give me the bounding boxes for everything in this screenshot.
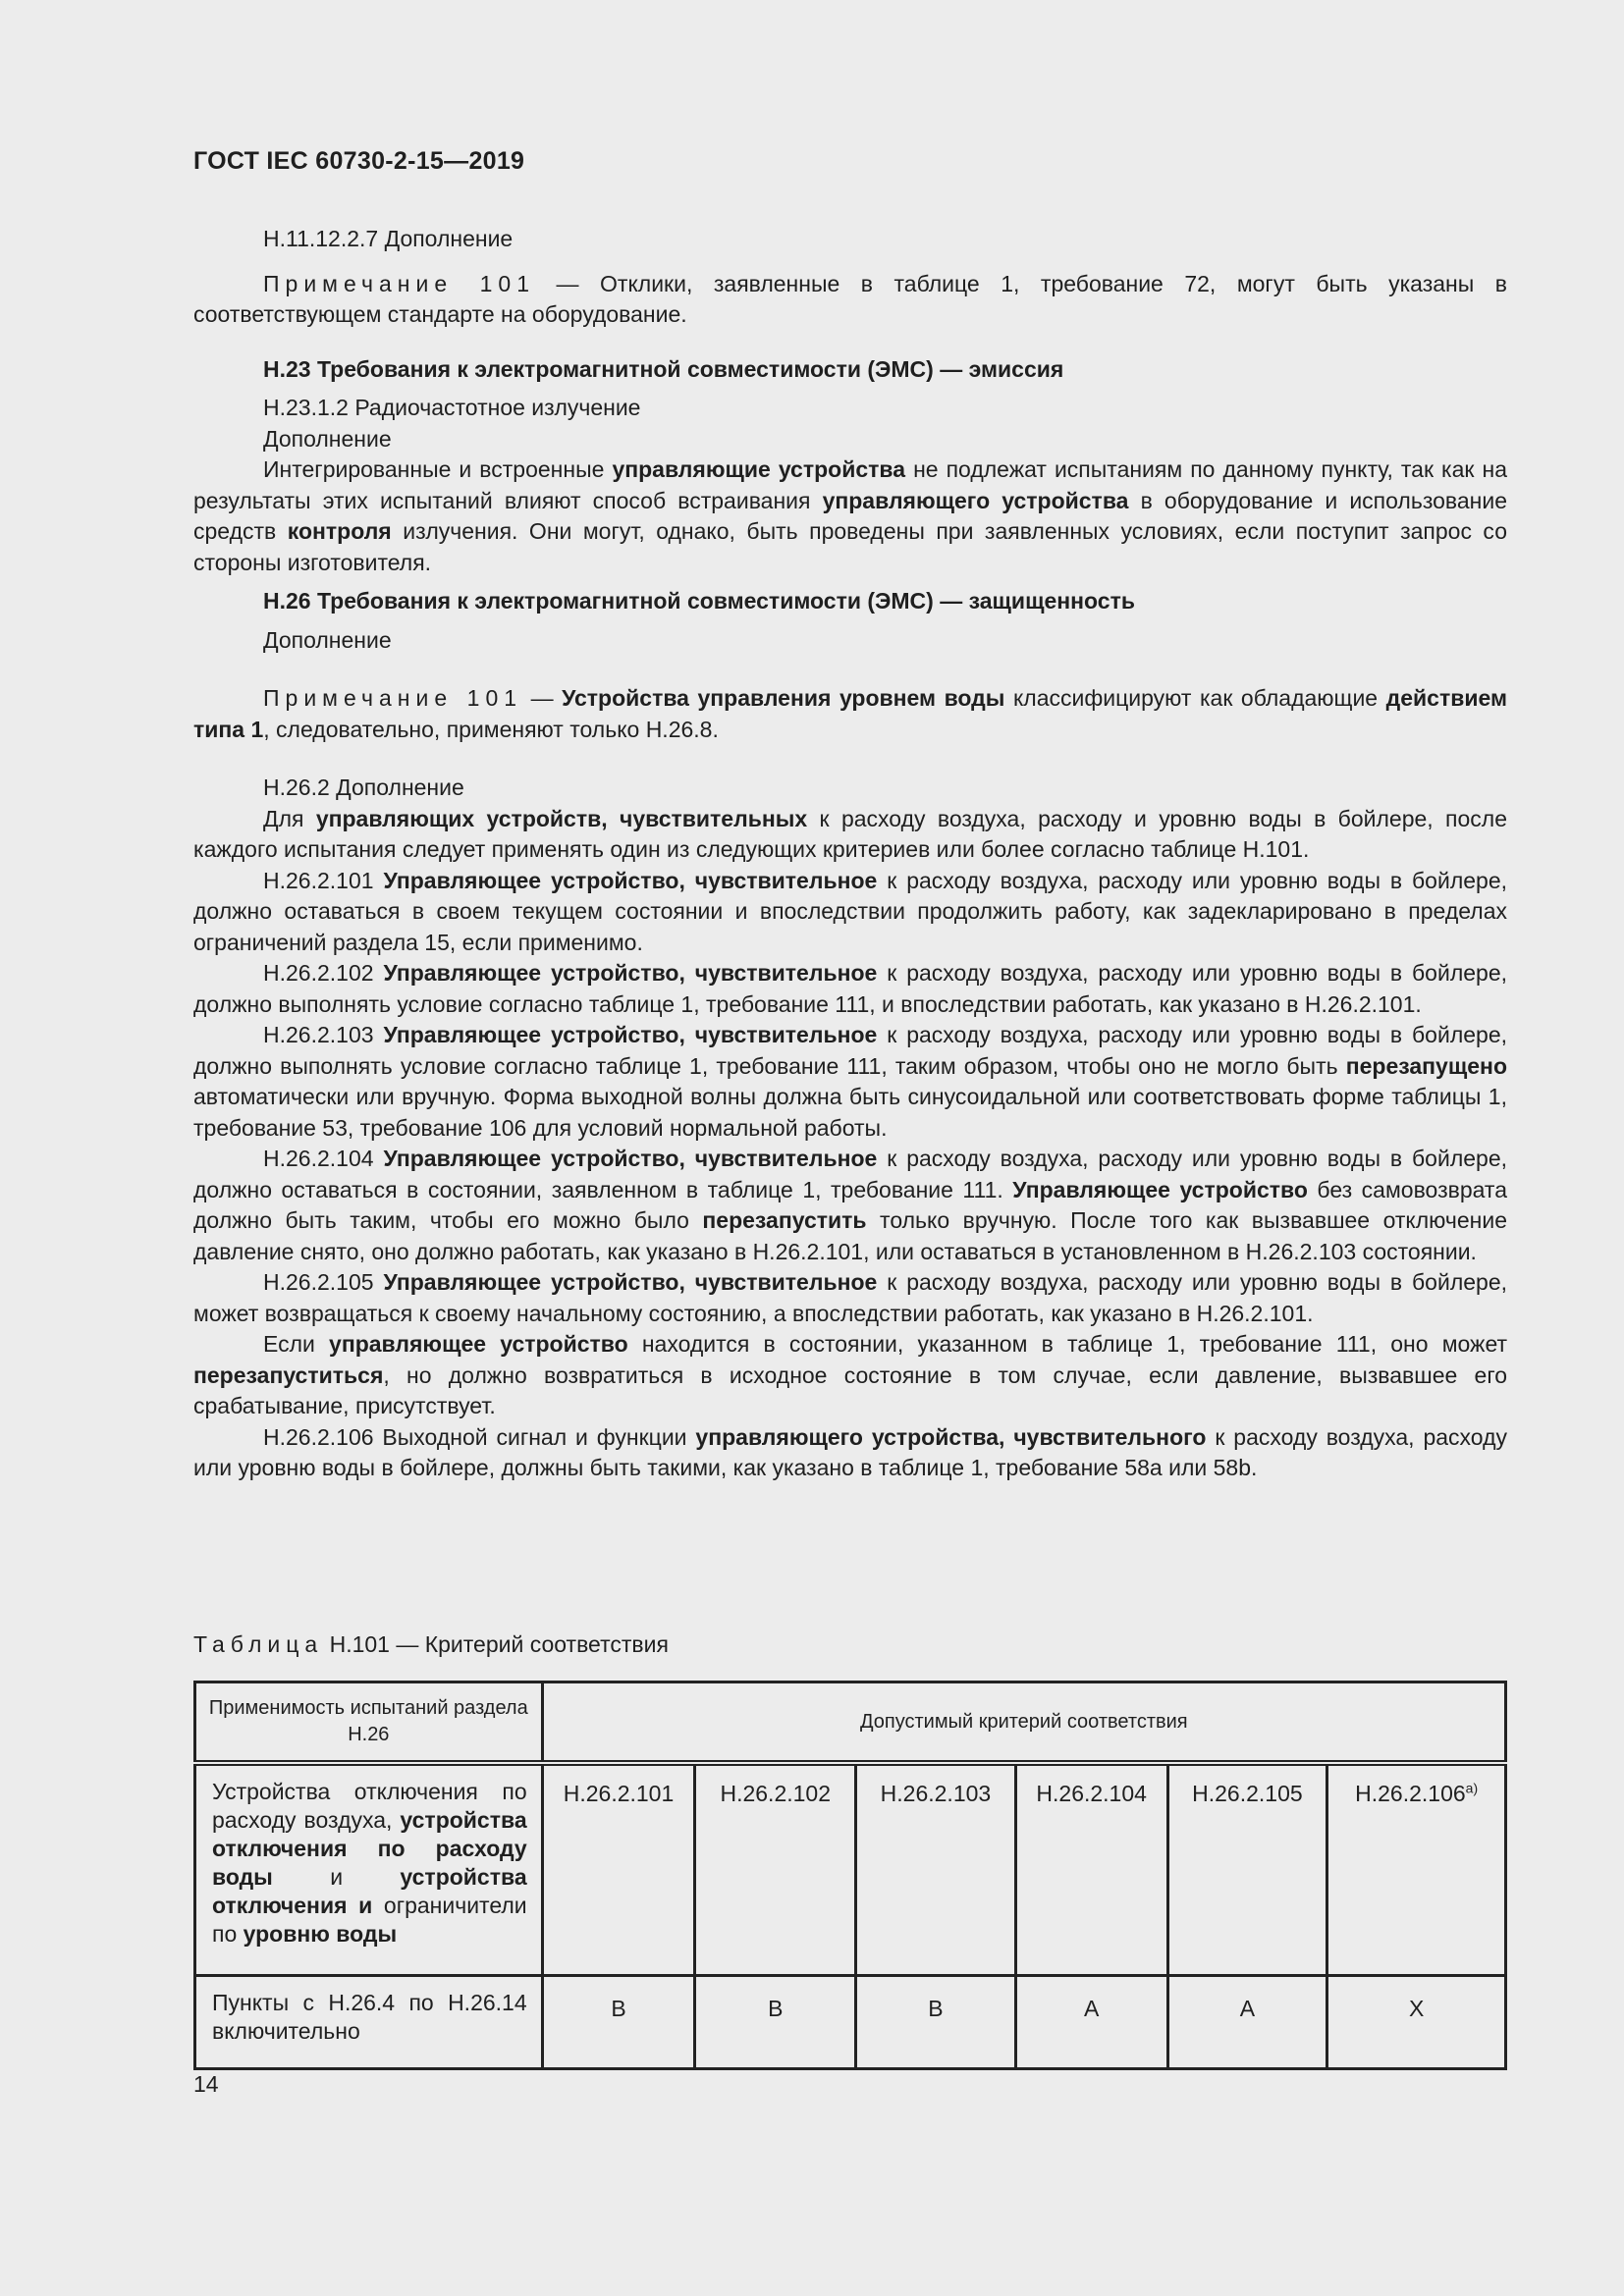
section-h23-addition: Дополнение (263, 425, 392, 452)
table-cell: B (856, 1976, 1016, 2069)
note-label: Примечание 101 (263, 270, 536, 296)
table-caption: Таблица H.101 — Критерий соответствия (193, 1631, 669, 1657)
table-cell: $H.26.2.106^{а)}$ (1327, 1763, 1506, 1976)
section-h11-12-2-7: H.11.12.2.7 Дополнение (263, 226, 514, 251)
document-header: ГОСТ IEC 60730-2-15—2019 (193, 147, 525, 175)
criteria-table (193, 1681, 1507, 2070)
table-cell: B (695, 1976, 856, 2069)
table-cell: B (542, 1976, 695, 2069)
table-cell: H.26.2.105 (1167, 1763, 1327, 1976)
table-header-criteria: Допустимый критерий соответствия (542, 1682, 1505, 1764)
table-cell: A (1167, 1976, 1327, 2069)
paragraph-h26-2-101: H.26.2.101 Управляющее устройство, чувствительное к расходу воздуха, расходу или уровню воды в бойлере, должно оставаться в своем текущем состоянии и впоследствии продолжить работу, как задекларировано в пределах ограничений раздела 15, если применимо. (193, 867, 1507, 955)
paragraph-h26-2-102: H.26.2.102 Управляющее устройство, чувствительное к расходу воздуха, расходу или уровню воды в бойлере, должно выполнять условие согласно таблице 1, требование 111, и впоследствии работать, как указано в H.26.2.101. (193, 960, 1507, 1017)
table-row (195, 1763, 1506, 1976)
note-101-h11: Примечание 101 — Отклики, заявленные в таблице 1, требование 72, могут быть указаны в соответствующем стандарте на оборудование. (193, 270, 1507, 327)
section-h23-title: H.23 Требования к электромагнитной совместимости (ЭМС) — эмиссия (263, 355, 1064, 382)
table-cell: H.26.2.103 (856, 1763, 1016, 1976)
paragraph-h26-2-103: H.26.2.103 Управляющее устройство, чувствительное к расходу воздуха, расходу или уровню воды в бойлере, должно выполнять условие согласно таблице 1, требование 111, таким образом, чтобы оно не могло быть перезапущено автоматически или вручную. Форма выходной волны должна быть синусоидальной или соответствовать форме таблицы 1, требование 53, требование 106 для условий нормальной работы. (193, 1022, 1507, 1141)
table-cell: H.26.2.104 (1015, 1763, 1167, 1976)
document-body (193, 224, 1507, 1484)
paragraph-h26-2-104: H.26.2.104 Управляющее устройство, чувствительное к расходу воздуха, расходу или уровню воды в бойлере, должно оставаться в состоянии, заявленном в таблице 1, требование 111. Управляющее устройство без самовозврата должно быть таким, чтобы его можно было перезапустить только вручную. После того как вызвавшее отключение давление снято, оно должно работать, как указано в H.26.2.101, или оставаться в установленном в H.26.2.103 состоянии. (193, 1146, 1508, 1264)
section-h26-2: H.26.2 Дополнение (263, 774, 464, 800)
table-row (195, 1976, 1506, 2069)
table-row-head-devices: Устройства отключения по расходу воздуха, устройства отключения по расходу воды и устройства отключения и ограничители по уровню воды (195, 1763, 543, 1976)
note-label: Примечание 101 (263, 685, 523, 711)
table-cell: X (1327, 1976, 1506, 2069)
section-h26-title: H.26 Требования к электромагнитной совместимости (ЭМС) — защищенность (263, 588, 1135, 614)
paragraph-h26-2-106: H.26.2.106 Выходной сигнал и функции управляющего устройства, чувствительного к расходу воздуха, расходу или уровню воды в бойлере, должны быть такими, как указано в таблице 1, требование 58а или 58b. (193, 1423, 1507, 1480)
section-h23-1-2: H.23.1.2 Радиочастотное излучение (263, 395, 641, 420)
paragraph-integrated: Интегрированные и встроенные управляющие устройства не подлежат испытаниям по данному пункту, так как на результаты этих испытаний влияют способ встраивания управляющего устройства в оборудование и использование средств контроля излучения. Они могут, однако, быть проведены при заявленных условиях, если поступит запрос со стороны изготовителя. (193, 456, 1507, 575)
table-cell: A (1015, 1976, 1167, 2069)
paragraph-for-devices: Для управляющих устройств, чувствительных к расходу воздуха, расходу и уровню воды в бойлере, после каждого испытания следует применять один из следующих критериев или более согласно таблице H.101. (193, 805, 1507, 862)
table-row-head-items: Пункты с H.26.4 по H.26.14 включительно (195, 1976, 543, 2069)
paragraph-if-device: Если управляющее устройство находится в состоянии, указанном в таблице 1, требование 111, оно может перезапуститься, но должно возвратиться в исходное состояние в том случае, если давление, вызвавшее его срабатывание, присутствует. (193, 1331, 1508, 1418)
section-h26-addition: Дополнение (263, 626, 392, 653)
table-cell: H.26.2.102 (695, 1763, 856, 1976)
table-cell: H.26.2.101 (542, 1763, 695, 1976)
page-number: 14 (193, 2071, 219, 2097)
note-101-h26: Примечание 101 — Устройства управления уровнем воды классифицируют как обладающие действием типа 1, следовательно, применяют только H.26.8. (193, 685, 1508, 742)
paragraph-h26-2-105: H.26.2.105 Управляющее устройство, чувствительное к расходу воздуха, расходу или уровню воды в бойлере, может возвращаться к своему начальному состоянию, а впоследствии работать, как указано в H.26.2.101. (193, 1269, 1507, 1326)
table-header-applicability: Применимость испытаний раздела H.26 (195, 1682, 543, 1764)
